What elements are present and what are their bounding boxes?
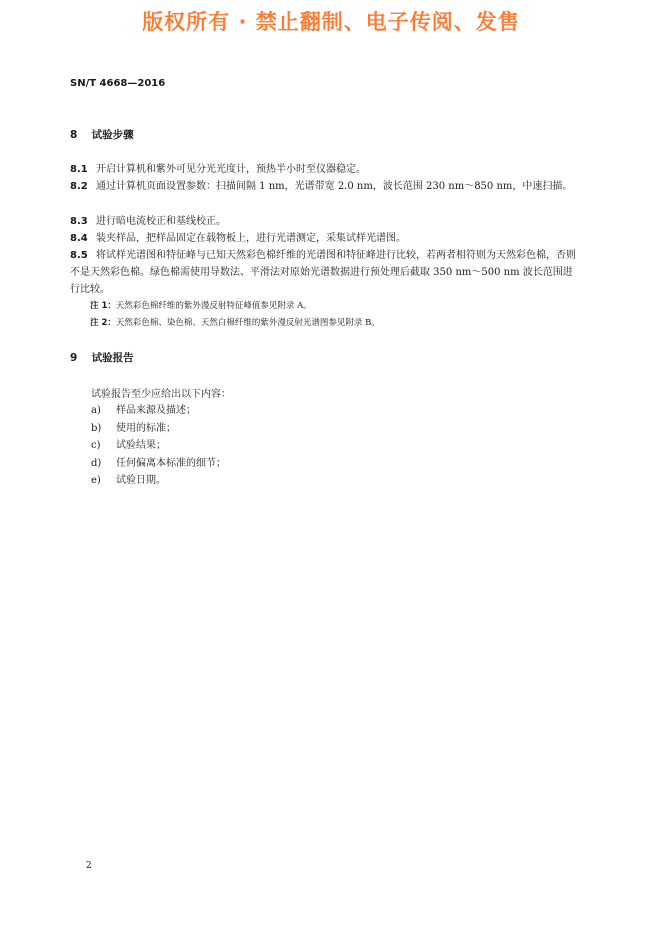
step-8-1 — [70, 161, 582, 178]
step-number: 8.5 — [70, 250, 88, 261]
section-number: 9 — [70, 352, 78, 364]
list-item — [91, 402, 226, 420]
note-label: 注 1： — [90, 301, 116, 311]
note-text: 天然彩色棉、染色棉、天然白棉纤维的紫外漫反射光谱图参见附录 B。 — [115, 318, 380, 328]
list-marker: a) — [91, 405, 101, 416]
step-8-4 — [70, 230, 582, 247]
step-number: 8.3 — [70, 216, 88, 227]
note-2 — [90, 316, 580, 330]
list-item-text: 样品来源及描述； — [116, 405, 196, 416]
section-8-heading — [70, 127, 134, 142]
step-text: 进行暗电流校正和基线校正。 — [96, 216, 226, 227]
step-text: 将试样光谱图和特征峰与已知天然彩色棉纤维的光谱图和特征峰进行比较，若两者相符则为天然彩色棉，否则不是天然彩色棉。绿色棉需使用导数法、平滑法对原始光谱数据进行预处理后截取 350 nm～500 nm 波长范围进行比较。 — [70, 250, 576, 295]
standard-number: SN/T 4668—2016 — [70, 78, 166, 89]
note-label: 注 2： — [90, 318, 116, 328]
note-text: 天然彩色棉纤维的紫外漫反射特征峰值参见附录 A。 — [115, 301, 312, 311]
step-8-2 — [70, 178, 582, 195]
list-marker: e) — [91, 475, 101, 486]
list-item-text: 任何偏离本标准的细节； — [116, 457, 226, 469]
list-marker: b) — [91, 422, 102, 434]
list-item — [91, 472, 226, 490]
list-item-text: 使用的标准； — [116, 422, 176, 434]
list-marker: c) — [91, 440, 101, 451]
section-number: 8 — [70, 129, 78, 141]
page-number: 2 — [86, 861, 92, 871]
step-number: 8.2 — [70, 181, 88, 192]
list-item-text: 试验日期。 — [116, 475, 166, 486]
list-item — [91, 437, 226, 455]
copyright-banner: 版权所有 · 禁止翻制、电子传阅、发售 — [142, 10, 520, 34]
list-item — [91, 420, 226, 438]
section-9-heading — [70, 350, 134, 365]
list-marker: d) — [91, 457, 102, 469]
list-item-text: 试验结果； — [116, 440, 166, 451]
step-8-5 — [70, 247, 582, 298]
list-item — [91, 455, 226, 473]
section-title: 试验步骤 — [91, 129, 134, 141]
step-text: 装夹样品，把样品固定在载物板上，进行光谱测定，采集试样光谱图。 — [96, 233, 406, 244]
step-text: 通过计算机页面设置参数：扫描间隔 1 nm，光谱带宽 2.0 nm，波长范围 230 nm～850 nm，中速扫描。 — [96, 181, 573, 192]
note-1 — [90, 299, 580, 313]
step-8-3 — [70, 213, 582, 230]
report-intro: 试验报告至少应给出以下内容： — [91, 389, 231, 400]
report-items-list — [91, 402, 226, 490]
step-number: 8.1 — [70, 164, 88, 175]
step-text: 开启计算机和紫外可见分光光度计，预热半小时至仪器稳定。 — [96, 164, 366, 175]
step-number: 8.4 — [70, 233, 88, 244]
section-title: 试验报告 — [91, 352, 134, 364]
